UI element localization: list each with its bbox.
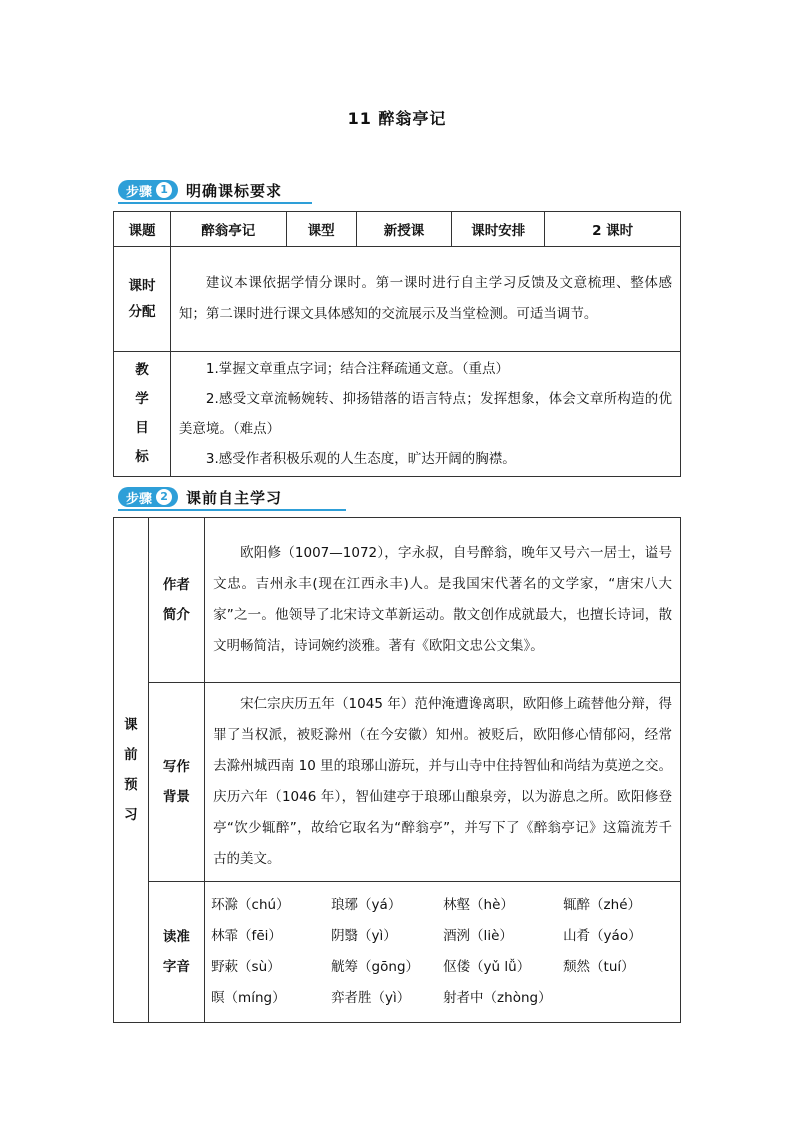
goals-label-char: 目 (135, 420, 149, 436)
pronunciation-item: 林霏（fēi） (211, 928, 282, 944)
allocation-label-line: 课时 (128, 278, 156, 294)
type-value: 新授课 (356, 212, 452, 247)
pronunciation-item: 暝（míng） (211, 990, 286, 1006)
step-2-header (118, 485, 346, 509)
step-underline (118, 202, 312, 204)
step-title: 课前自主学习 (186, 488, 283, 507)
pronunciation-item: 阴翳（yì） (331, 928, 397, 944)
step-tag: 步骤 (126, 491, 153, 507)
allocation-label-line: 分配 (128, 304, 156, 320)
pronunciation-item: 琅琊（yá） (331, 897, 402, 913)
goals-label (114, 352, 171, 477)
pronunciation-label-line: 字音 (162, 959, 190, 975)
goals-label-char: 学 (135, 391, 149, 407)
goal-item: 1.掌握文章重点字词；结合注释疏通文意。（重点） (205, 361, 510, 377)
step-title: 明确课标要求 (186, 181, 283, 200)
topic-label: 课题 (114, 212, 171, 247)
background-cell (205, 683, 681, 882)
allocation-label (114, 247, 171, 352)
lesson-plan-table (113, 211, 681, 477)
preview-side-char: 课 (124, 717, 138, 733)
author-label (148, 518, 204, 683)
goals-label-char: 教 (135, 362, 149, 378)
step-underline (118, 509, 346, 511)
step-badge (118, 180, 178, 200)
background-label-line: 背景 (162, 789, 190, 805)
preview-table (113, 517, 681, 1023)
pronunciation-label-line: 读准 (162, 929, 190, 945)
pronunciation-item: 林壑（hè） (443, 897, 514, 913)
step-number: 2 (156, 489, 172, 505)
author-text: 欧阳修（1007—1072），字永叔，自号醉翁，晚年又号六一居士，谥号文忠。吉州永丰(现在江西永丰)人。是我国宋代著名的文学家，“唐宋八大家”之一。他领导了北宋诗文革新运动。散文创作成就最大，也擅长诗词，散文明畅简洁，诗词婉约淡雅。著有《欧阳文忠公文集》。 (213, 545, 672, 654)
goal-item: 2.感受文章流畅婉转、抑扬错落的语言特点；发挥想象，体会文章所构造的优美意境。（难点） (178, 391, 672, 437)
preview-side-char: 前 (124, 747, 138, 763)
pronunciation-item: 射者中（zhòng） (443, 990, 552, 1006)
schedule-value: 2 课时 (545, 212, 681, 247)
type-label: 课型 (286, 212, 356, 247)
goals-cell (170, 352, 680, 477)
pronunciation-cell (205, 882, 681, 1023)
goals-label-char: 标 (135, 449, 149, 465)
allocation-cell (170, 247, 680, 352)
pronunciation-item: 弈者胜（yì） (331, 990, 411, 1006)
preview-side-label (114, 518, 149, 1023)
author-label-line: 作者 (162, 577, 190, 593)
pronunciation-item: 山肴（yáo） (563, 928, 642, 944)
schedule-label: 课时安排 (452, 212, 545, 247)
background-label (148, 683, 204, 882)
goal-item: 3.感受作者积极乐观的人生态度，旷达开阔的胸襟。 (205, 451, 516, 467)
pronunciation-item: 酒洌（liè） (443, 928, 513, 944)
pronunciation-item: 觥筹（gōng） (331, 959, 420, 975)
step-badge (118, 487, 178, 507)
pronunciation-item: 伛偻（yǔ lǚ） (443, 959, 531, 975)
pronunciation-item: 野蔌（sù） (211, 959, 281, 975)
preview-side-char: 习 (124, 807, 138, 823)
step-1-header (118, 178, 312, 202)
step-number: 1 (156, 182, 172, 198)
pronunciation-item: 颓然（tuí） (563, 959, 635, 975)
background-text: 宋仁宗庆历五年（1045 年）范仲淹遭谗离职，欧阳修上疏替他分辩，得罪了当权派，被贬滁州（在今安徽）知州。被贬后，欧阳修心情郁闷，经常去滁州城西南 10 里的琅琊山游玩，并与山寺中住持智仙和尚结为莫逆之交。庆历六年（1046 年），智仙建亭于琅琊山酿泉旁，以为游息之所。欧阳修登亭“饮少辄醉”，故给它取名为“醉翁亭”，并写下了《醉翁亭记》这篇流芳千古的美文。 (213, 696, 672, 867)
background-label-line: 写作 (162, 759, 190, 775)
author-label-line: 简介 (162, 607, 190, 623)
author-cell (205, 518, 681, 683)
pronunciation-grid (205, 882, 680, 1022)
pronunciation-item: 辄醉（zhé） (563, 897, 642, 913)
step-tag: 步骤 (126, 184, 153, 200)
allocation-text: 建议本课依据学情分课时。第一课时进行自主学习反馈及文意梳理、整体感知；第二课时进行课文具体感知的交流展示及当堂检测。可适当调节。 (178, 275, 672, 322)
pronunciation-item: 环滁（chú） (211, 897, 290, 913)
preview-side-char: 预 (124, 777, 138, 793)
pronunciation-label (148, 882, 204, 1023)
topic-value: 醉翁亭记 (170, 212, 286, 247)
page-title: 11 醉翁亭记 (347, 109, 447, 128)
